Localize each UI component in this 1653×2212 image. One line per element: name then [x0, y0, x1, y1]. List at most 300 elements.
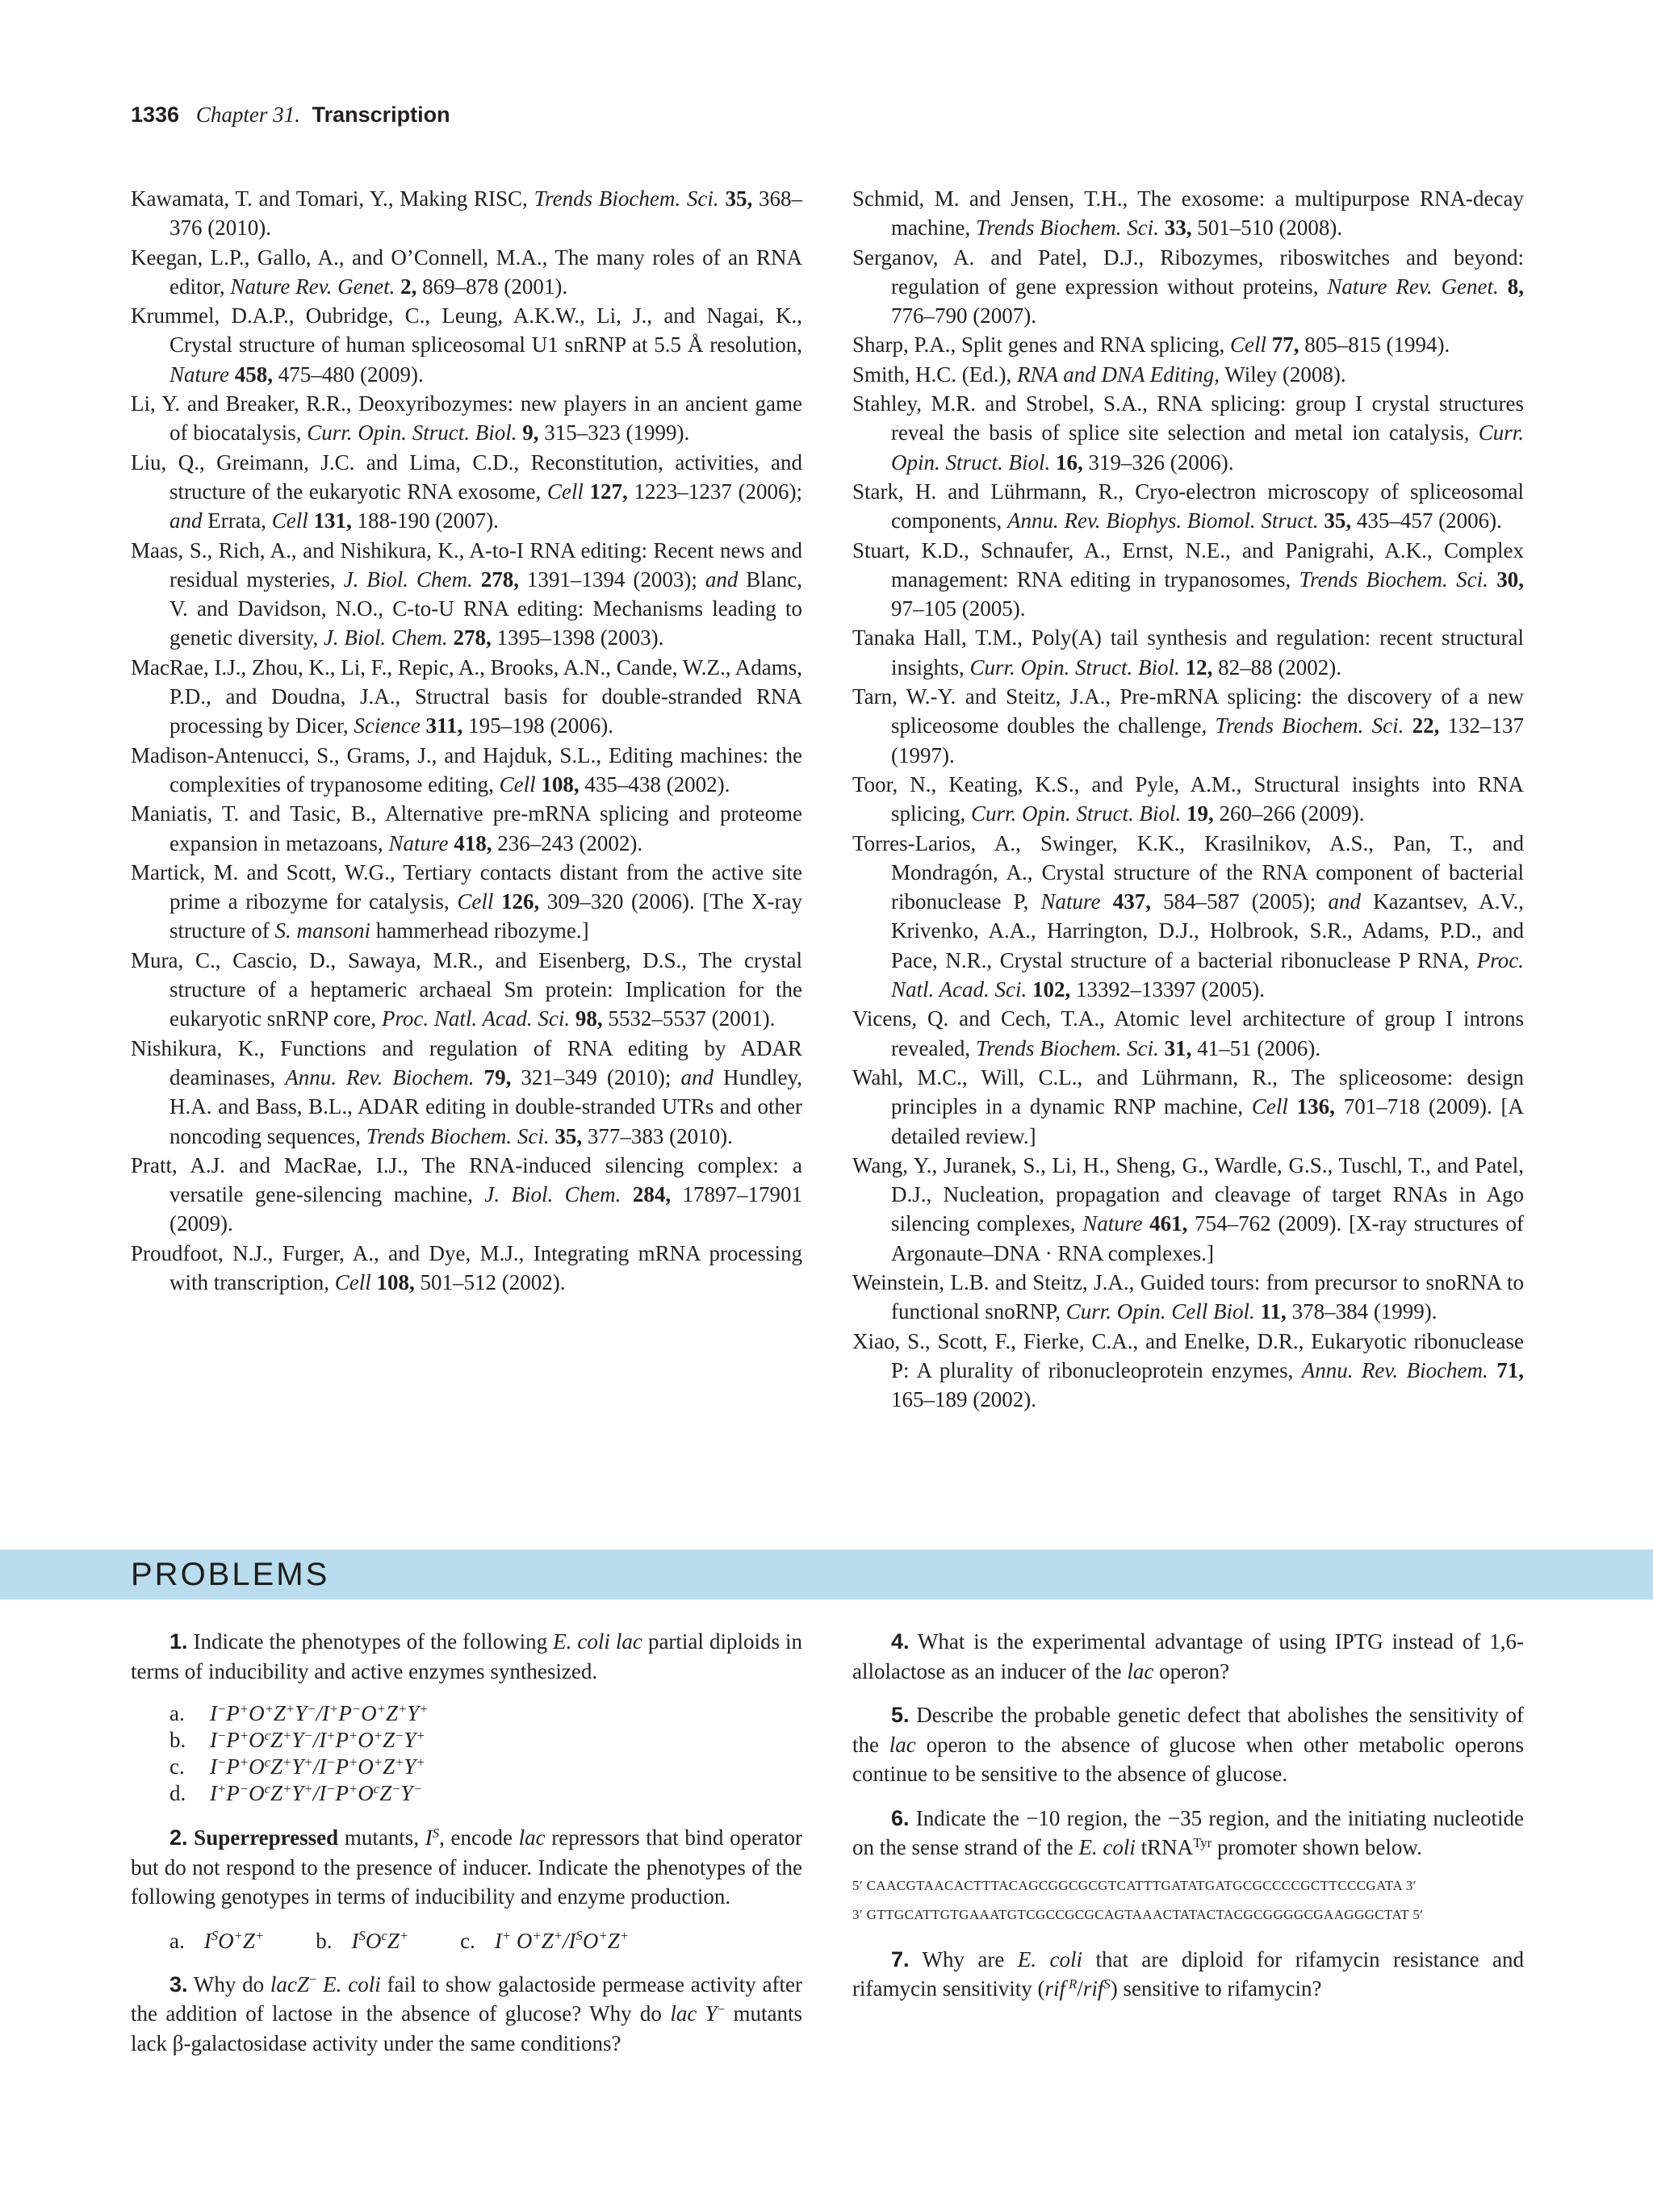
- text-run: 12,: [1185, 654, 1213, 679]
- text-run: Wiley (2008).: [1220, 362, 1346, 387]
- text-run: Curr. Opin. Cell Biol.: [1065, 1299, 1255, 1324]
- text-run: What is the experimental advantage of using IPTG instead of 1,6-allolactose as an inducer of the: [852, 1629, 1524, 1683]
- text-run: lac: [1127, 1658, 1154, 1683]
- text-run: Sharp, P.A., Split genes and RNA splicing,: [852, 332, 1231, 358]
- text-run: S: [358, 1928, 366, 1944]
- text-run: I: [425, 1825, 433, 1850]
- text-run: P: [226, 1781, 240, 1805]
- text-run: Y: [404, 1754, 416, 1779]
- text-run: Nature: [1082, 1211, 1143, 1236]
- text-run: O: [582, 1928, 599, 1953]
- text-run: E. coli: [1017, 1946, 1083, 1972]
- text-run: E. coli lac: [553, 1629, 642, 1654]
- text-run: 319–326 (2006).: [1082, 450, 1234, 475]
- text-run: Z: [273, 1701, 286, 1725]
- text-run: +: [416, 1727, 425, 1743]
- reference-entry: [852, 1004, 1524, 1063]
- text-run: Krummel, D.A.P., Oubridge, C., Leung, A.K.W., Li, J., and Nagai, K., Crystal structure of human spliceosomal U1 snRNP at 5.5 Å resolution,: [131, 303, 802, 358]
- text-run: +: [217, 1780, 227, 1796]
- problem-number: 5.: [891, 1703, 910, 1727]
- text-run: Wahl, M.C., Will, C.L., and Lührmann, R., The spliceosome: design principles in a dynamic RNP machine,: [852, 1064, 1524, 1119]
- reference-entry: [131, 1151, 802, 1239]
- text-run: −: [351, 1700, 362, 1716]
- reference-entry: [131, 653, 802, 741]
- text-run: P: [226, 1728, 240, 1752]
- text-run: 108,: [376, 1269, 415, 1294]
- text-run: +: [285, 1700, 295, 1716]
- reference-entry: [852, 360, 1524, 389]
- problem-text: [131, 1972, 802, 2055]
- text-run: −: [391, 1780, 401, 1796]
- problem-5: [852, 1700, 1524, 1789]
- text-run: O: [358, 1728, 374, 1752]
- genotype-option: [169, 1727, 802, 1754]
- text-run: 435–457 (2006).: [1351, 508, 1502, 533]
- text-run: Li, Y. and Breaker, R.R., Deoxyribozymes: new players in an ancient game of biocatalysis,: [131, 391, 802, 445]
- text-run: Indicate the −10 region, the −35 region, and the initiating nucleotide on the sense strand of the: [852, 1805, 1524, 1859]
- text-run: Nature Rev. Genet.: [1327, 274, 1499, 299]
- text-run: I: [210, 1701, 217, 1725]
- text-run: 437,: [1112, 889, 1151, 914]
- text-run: fail to show galactoside permease activity after the addition of lactose in the absence of glucose? Why do: [131, 1972, 803, 2026]
- text-run: 132–137 (1997).: [891, 713, 1525, 767]
- text-run: O: [511, 1928, 533, 1953]
- text-run: and: [1328, 889, 1361, 914]
- text-run: 278,: [480, 567, 519, 592]
- text-run: O: [249, 1701, 265, 1725]
- text-run: 776–790 (2007).: [891, 303, 1036, 328]
- text-run: Y: [400, 1781, 413, 1805]
- text-run: promoter shown below.: [1212, 1835, 1422, 1859]
- text-run: Cell: [1251, 1094, 1288, 1119]
- text-run: Superrepressed: [194, 1825, 339, 1850]
- problems-right-column: [852, 1627, 1524, 2018]
- text-run: 31,: [1164, 1035, 1192, 1060]
- text-run: Z: [242, 1928, 255, 1953]
- text-run: [1050, 450, 1056, 475]
- text-run: 102,: [1032, 977, 1071, 1002]
- text-run: I: [494, 1928, 502, 1953]
- text-run: O: [218, 1928, 234, 1953]
- option-label: a.: [169, 1928, 185, 1953]
- text-run: c: [373, 1780, 380, 1796]
- text-run: Maniatis, T. and Tasic, B., Alternative pre-mRNA splicing and proteome expansion in metazoans,: [131, 801, 802, 855]
- text-run: 13392–13397 (2005).: [1070, 977, 1265, 1002]
- text-run: +: [326, 1727, 336, 1743]
- text-run: 278,: [453, 625, 492, 650]
- text-run: S: [1103, 1976, 1111, 1992]
- text-run: Z: [385, 1701, 398, 1725]
- text-run: P: [335, 1754, 349, 1779]
- reference-entry: [852, 1063, 1524, 1151]
- text-run: Z: [541, 1928, 554, 1953]
- text-run: Cell: [271, 508, 308, 533]
- text-run: 41–51 (2006).: [1191, 1035, 1321, 1060]
- text-run: 418,: [454, 830, 492, 855]
- text-run: Errata,: [202, 508, 272, 533]
- genotype: [210, 1780, 422, 1807]
- text-run: −: [395, 1727, 404, 1743]
- problem-number: 6.: [891, 1805, 910, 1830]
- option-label: a.: [169, 1701, 185, 1725]
- text-run: P: [335, 1781, 349, 1805]
- text-run: +: [303, 1754, 313, 1770]
- text-run: Hundley, H.A. and Bass, B.L., ADAR editing in double-stranded UTRs and other noncoding sequences,: [169, 1064, 803, 1148]
- text-run: −: [217, 1727, 227, 1743]
- text-run: and: [680, 1064, 714, 1089]
- text-run: +: [239, 1727, 249, 1743]
- text-run: [316, 1972, 323, 1997]
- text-run: [1488, 567, 1496, 592]
- text-run: lac Y: [670, 2001, 718, 2026]
- text-run: 35,: [554, 1123, 583, 1148]
- text-run: 131,: [313, 508, 352, 533]
- text-run: 461,: [1149, 1211, 1188, 1236]
- reference-entry: [852, 829, 1524, 1005]
- text-run: +: [598, 1928, 608, 1944]
- text-run: +: [282, 1780, 292, 1796]
- text-run: [1159, 1036, 1165, 1060]
- text-run: Nature: [169, 362, 229, 387]
- text-run: Why do: [187, 1972, 270, 1997]
- text-run: 475–480 (2009).: [273, 362, 424, 387]
- text-run: +: [399, 1928, 409, 1944]
- text-run: S: [211, 1928, 219, 1944]
- reference-entry: [852, 389, 1524, 477]
- reference-entry: [131, 301, 802, 389]
- problem-1-options: [169, 1700, 802, 1807]
- text-run: +: [348, 1727, 358, 1743]
- genotype: [210, 1754, 425, 1780]
- text-run: Schmid, M. and Jensen, T.H., The exosome: a multipurpose RNA-decay machine,: [852, 186, 1524, 240]
- text-run: Kazantsev, A.V., Krivenko, A.A., Harrington, D.J., Holbrook, S.R., Adams, P.D., and Pace, N.R., Crystal structure of a bacterial ribonuclease P RNA,: [891, 889, 1525, 972]
- text-run: O: [249, 1728, 265, 1752]
- text-run: Madison-Antenucci, S., Grams, J., and Hajduk, S.L., Editing machines: the complexities of trypanosome editing,: [131, 742, 802, 797]
- reference-entry: [852, 770, 1524, 829]
- dna-sequence-top-strand: 5′ CAACGTAACACTTTACAGCGGCGCGTCATTTGATATGATGCGCCCCGCTTCCCGATA 3′: [852, 1877, 1417, 1893]
- text-run: 435–438 (2002).: [579, 771, 730, 797]
- reference-entry: [852, 1268, 1524, 1327]
- text-run: 315–323 (1999).: [538, 420, 690, 445]
- text-run: 701–718 (2009). [A detailed review.]: [891, 1094, 1525, 1148]
- text-run: lacZ: [270, 1972, 309, 1997]
- genotype: [210, 1700, 429, 1727]
- text-run: 11,: [1260, 1299, 1287, 1324]
- text-run: operon to the absence of glucose when other metabolic operons continue to be sensitive to the absence of glucose.: [852, 1732, 1524, 1786]
- text-run: [1499, 274, 1508, 299]
- references-left-column: [131, 184, 802, 1297]
- text-run: E. coli: [323, 1972, 381, 1997]
- text-run: Proudfoot, N.J., Furger, A., and Dye, M.J., Integrating mRNA processing with transcription,: [131, 1240, 802, 1294]
- text-run: O: [358, 1754, 374, 1779]
- text-run: +: [501, 1928, 512, 1944]
- text-run: +: [303, 1780, 313, 1796]
- text-run: mutants lack β-galactosidase activity under the same conditions?: [131, 2001, 802, 2055]
- text-run: +: [373, 1727, 383, 1743]
- text-run: /: [1077, 1976, 1083, 2001]
- text-run: and: [705, 567, 739, 592]
- text-run: Trends Biochem. Sci.: [1215, 713, 1404, 738]
- text-run: 5532–5537 (2001).: [602, 1006, 776, 1031]
- reference-entry: [852, 1327, 1524, 1415]
- text-run: Mura, C., Cascio, D., Sawaya, M.R., and Eisenberg, D.S., The crystal structure of a heptameric archaeal Sm protein: Implication for the eukaryotic snRNP core,: [131, 947, 802, 1031]
- genotype-option: [316, 1926, 408, 1955]
- text-run: c: [264, 1780, 271, 1796]
- text-run: c: [264, 1754, 271, 1770]
- text-run: P: [226, 1701, 240, 1725]
- text-run: 16,: [1056, 450, 1083, 475]
- text-run: 236–243 (2002).: [492, 830, 643, 855]
- text-run: 97–105 (2005).: [891, 596, 1026, 621]
- text-run: 321–349 (2010);: [511, 1064, 681, 1089]
- text-run: 2,: [400, 274, 417, 299]
- references-right-column: [852, 184, 1524, 1414]
- text-run: +: [282, 1727, 292, 1743]
- text-run: Cell: [546, 479, 584, 504]
- text-run: lac: [518, 1825, 546, 1850]
- text-run: +: [532, 1928, 542, 1944]
- text-run: Y: [295, 1701, 308, 1725]
- text-run: 377–383 (2010).: [582, 1123, 733, 1148]
- option-label: c.: [169, 1754, 185, 1779]
- text-run: I: [210, 1728, 217, 1752]
- text-run: Cell: [334, 1269, 371, 1294]
- text-run: Y: [407, 1701, 420, 1725]
- text-run: Serganov, A. and Patel, D.J., Ribozymes, riboswitches and beyond: regulation of gene expression without proteins,: [852, 245, 1524, 299]
- genotype-option: [169, 1700, 802, 1727]
- problem-2-options: [169, 1926, 802, 1955]
- text-run: Trends Biochem. Sci.: [366, 1123, 550, 1148]
- text-run: 368–376 (2010).: [169, 186, 803, 240]
- text-run: 1223–1237 (2006);: [627, 479, 802, 504]
- problem-text: [852, 1806, 1524, 1860]
- genotype-option: [460, 1926, 629, 1955]
- text-run: 22,: [1412, 713, 1440, 738]
- problem-number: 7.: [891, 1946, 910, 1972]
- text-run: +: [348, 1754, 358, 1770]
- text-run: Curr. Opin. Struct. Biol.: [307, 420, 517, 445]
- option-label: c.: [460, 1928, 475, 1953]
- text-run: O: [365, 1928, 382, 1953]
- text-run: P: [338, 1701, 352, 1725]
- genotype: [210, 1727, 425, 1754]
- genotype-option: [169, 1926, 264, 1955]
- text-run: 1391–1394 (2003);: [518, 567, 705, 592]
- text-run: 309–320 (2006). [The X-ray structure of: [169, 889, 803, 943]
- text-run: Annu. Rev. Biophys. Biomol. Struct.: [1006, 508, 1319, 533]
- reference-entry: [131, 389, 802, 448]
- text-run: [621, 1182, 632, 1206]
- text-run: +: [397, 1700, 408, 1716]
- text-run: P: [335, 1728, 349, 1752]
- text-run: Annu. Rev. Biochem.: [1301, 1357, 1488, 1382]
- reference-entry: [131, 184, 802, 243]
- problem-number: 1.: [169, 1629, 188, 1654]
- text-run: Maas, S., Rich, A., and Nishikura, K., A-to-I RNA editing: Recent news and residual mysteries,: [131, 537, 802, 592]
- text-run: Keegan, L.P., Gallo, A., and O’Connell, M.A., The many roles of an RNA editor,: [131, 245, 802, 299]
- text-run: 98,: [575, 1006, 603, 1031]
- text-run: [473, 567, 481, 592]
- problem-number: 4.: [891, 1629, 910, 1654]
- text-run: Wang, Y., Juranek, S., Li, H., Sheng, G., Wardle, G.S., Tuschl, T., and Patel, D.J., Nucleation, propagation and cleavage of target RNAs in Ago silencing complexes,: [852, 1152, 1524, 1236]
- text-run: Y: [404, 1728, 416, 1752]
- text-run: +: [239, 1700, 249, 1716]
- text-run: 79,: [483, 1064, 512, 1089]
- text-run: −: [239, 1780, 249, 1796]
- text-run: 165–189 (2002).: [891, 1387, 1036, 1412]
- text-run: c: [264, 1727, 271, 1743]
- text-run: rif: [1082, 1976, 1104, 2001]
- text-run: partial diploids in terms of inducibility and active enzymes synthesized.: [131, 1629, 802, 1683]
- text-run: 754–762 (2009). [X-ray structures of Argonaute–DNA · RNA complexes.]: [891, 1211, 1525, 1265]
- text-run: [1488, 1358, 1496, 1382]
- text-run: repressors that bind operator but do not respond to the presence of inducer. Indicate the phenotypes of the following genotypes in terms of inducibility and enzyme production.: [131, 1825, 803, 1909]
- problem-7: [852, 1945, 1524, 2004]
- text-run: J. Biol. Chem.: [323, 625, 448, 650]
- text-run: S. mansoni: [274, 918, 370, 943]
- text-run: Z: [270, 1728, 283, 1752]
- text-run: Y: [291, 1781, 304, 1805]
- text-run: 127,: [589, 479, 628, 504]
- text-run: P: [226, 1754, 240, 1779]
- text-run: Martick, M. and Scott, W.G., Tertiary contacts distant from the active site prime a ribozyme for catalysis,: [131, 859, 802, 914]
- text-run: Trends Biochem. Sci.: [534, 186, 719, 211]
- text-run: I: [210, 1754, 217, 1779]
- text-run: Stuart, K.D., Schnaufer, A., Ernst, N.E., and Panigrahi, A.K., Complex management: RNA editing in trypanosomes,: [852, 537, 1524, 592]
- text-run: Nishikura, K., Functions and regulation of RNA editing by ADAR deaminases,: [131, 1035, 802, 1089]
- text-run: Z: [383, 1728, 395, 1752]
- text-run: [1180, 655, 1186, 679]
- text-run: 805–815 (1994).: [1299, 332, 1450, 358]
- text-run: 311,: [425, 713, 463, 738]
- text-run: [229, 362, 235, 387]
- reference-entry: [131, 536, 802, 653]
- genotype-option: [169, 1754, 802, 1780]
- genotype: [351, 1929, 408, 1953]
- text-run: [1027, 977, 1032, 1001]
- text-run: [1255, 1299, 1261, 1323]
- option-label: b.: [316, 1928, 333, 1953]
- text-run: ) sensitive to rifamycin?: [1110, 1976, 1322, 2001]
- reference-entry: [131, 448, 802, 536]
- text-run: 35,: [1324, 508, 1352, 533]
- text-run: Stark, H. and Lührmann, R., Cryo-electron microscopy of spliceosomal components,: [852, 479, 1524, 533]
- text-run: Z: [270, 1754, 283, 1779]
- text-run: Curr. Opin. Struct. Biol.: [891, 420, 1524, 475]
- text-run: lac: [889, 1732, 916, 1757]
- reference-entry: [852, 330, 1524, 359]
- text-run: I: [203, 1928, 211, 1953]
- text-run: 9,: [522, 420, 539, 445]
- text-run: +: [416, 1754, 425, 1770]
- text-run: [475, 1065, 484, 1089]
- text-run: hammerhead ribozyme.]: [370, 918, 589, 943]
- text-run: RNA and DNA Editing,: [1017, 362, 1220, 387]
- text-run: I: [210, 1781, 217, 1805]
- text-run: Pratt, A.J. and MacRae, I.J., The RNA-induced silencing complex: a versatile gene-silencing machine,: [131, 1152, 802, 1207]
- text-run: +: [329, 1700, 339, 1716]
- text-run: Nature Rev. Genet.: [230, 274, 395, 299]
- text-run: [570, 1006, 575, 1031]
- reference-entry: [852, 1151, 1524, 1268]
- chapter-label: Chapter 31.: [195, 102, 300, 127]
- reference-entry: [852, 682, 1524, 770]
- problem-6: [852, 1804, 1524, 1863]
- text-run: , encode: [439, 1825, 519, 1850]
- text-run: 35,: [725, 186, 753, 211]
- text-run: −: [717, 2001, 726, 2017]
- text-run: 126,: [501, 889, 540, 914]
- text-run: 195–198 (2006).: [462, 713, 614, 738]
- text-run: [1159, 215, 1165, 240]
- text-run: I: [351, 1928, 359, 1953]
- text-run: [1288, 1094, 1297, 1119]
- problem-1: [131, 1627, 802, 1686]
- text-run: −: [303, 1727, 313, 1743]
- text-run: and: [169, 508, 203, 533]
- reference-entry: [131, 243, 802, 302]
- reference-entry: [852, 243, 1524, 331]
- text-run: /I: [563, 1928, 576, 1953]
- text-run: +: [348, 1780, 358, 1796]
- text-run: Cell: [457, 889, 494, 914]
- text-run: Toor, N., Keating, K.S., and Pyle, A.M., Structural insights into RNA splicing,: [852, 771, 1524, 826]
- text-run: +: [619, 1928, 630, 1944]
- text-run: Indicate the phenotypes of the following: [187, 1629, 554, 1654]
- text-run: Nature: [1040, 889, 1101, 914]
- text-run: +: [395, 1754, 404, 1770]
- page-number: 1336: [131, 102, 180, 127]
- text-run: Cell: [1230, 332, 1267, 358]
- problems-heading: PROBLEMS: [131, 1557, 330, 1592]
- text-run: Proc. Natl. Acad. Sci.: [891, 947, 1524, 1002]
- text-run: +: [233, 1928, 243, 1944]
- reference-entry: [852, 623, 1524, 682]
- text-run: /I: [312, 1754, 327, 1779]
- reference-entry: [131, 1034, 802, 1151]
- text-run: 869–878 (2001).: [416, 274, 568, 299]
- problem-number: 2.: [169, 1825, 188, 1850]
- genotype: [495, 1929, 629, 1953]
- reference-entry: [131, 858, 802, 946]
- text-run: [421, 713, 426, 738]
- text-run: [493, 889, 501, 914]
- text-run: −: [412, 1780, 422, 1796]
- text-run: 284,: [632, 1182, 672, 1207]
- text-run: 33,: [1164, 215, 1192, 240]
- reference-entry: [131, 1239, 802, 1298]
- problem-number: 3.: [169, 1972, 188, 1997]
- dna-sequence-bottom-strand: 3′ GTTGCATTGTGAAATGTCGCCGCGCAGTAAACTATACTACGCGGGGCGAAGGGCTAT 5′: [852, 1906, 1424, 1922]
- text-run: Z: [607, 1928, 620, 1953]
- problem-text: [131, 1629, 802, 1683]
- problems-banner: [0, 1549, 1653, 1599]
- text-run: Blanc, V. and Davidson, N.O., C-to-U RNA editing: Mechanisms leading to genetic diversity,: [169, 567, 803, 650]
- text-run: rif: [1044, 1976, 1065, 2001]
- text-run: +: [254, 1928, 265, 1944]
- text-run: Torres-Larios, A., Swinger, K.K., Krasilnikov, A.S., Pan, T., and Mondragón, A., Crystal structure of the RNA component of bacterial ribonuclease P,: [852, 830, 1524, 914]
- text-run: Stahley, M.R. and Strobel, S.A., RNA splicing: group I crystal structures reveal the basis of splice site selection and metal ion catalysis,: [852, 391, 1524, 445]
- text-run: O: [249, 1781, 265, 1805]
- text-run: Tanaka Hall, T.M., Poly(A) tail synthesis and regulation: recent structural insights,: [852, 625, 1524, 679]
- problem-text: [131, 1825, 802, 1909]
- text-run: Y: [291, 1728, 304, 1752]
- text-run: Proc. Natl. Acad. Sci.: [381, 1006, 571, 1031]
- text-run: 108,: [541, 771, 580, 797]
- option-label: d.: [169, 1781, 186, 1805]
- problems-left-column: [131, 1627, 802, 2072]
- text-run: [1404, 713, 1412, 738]
